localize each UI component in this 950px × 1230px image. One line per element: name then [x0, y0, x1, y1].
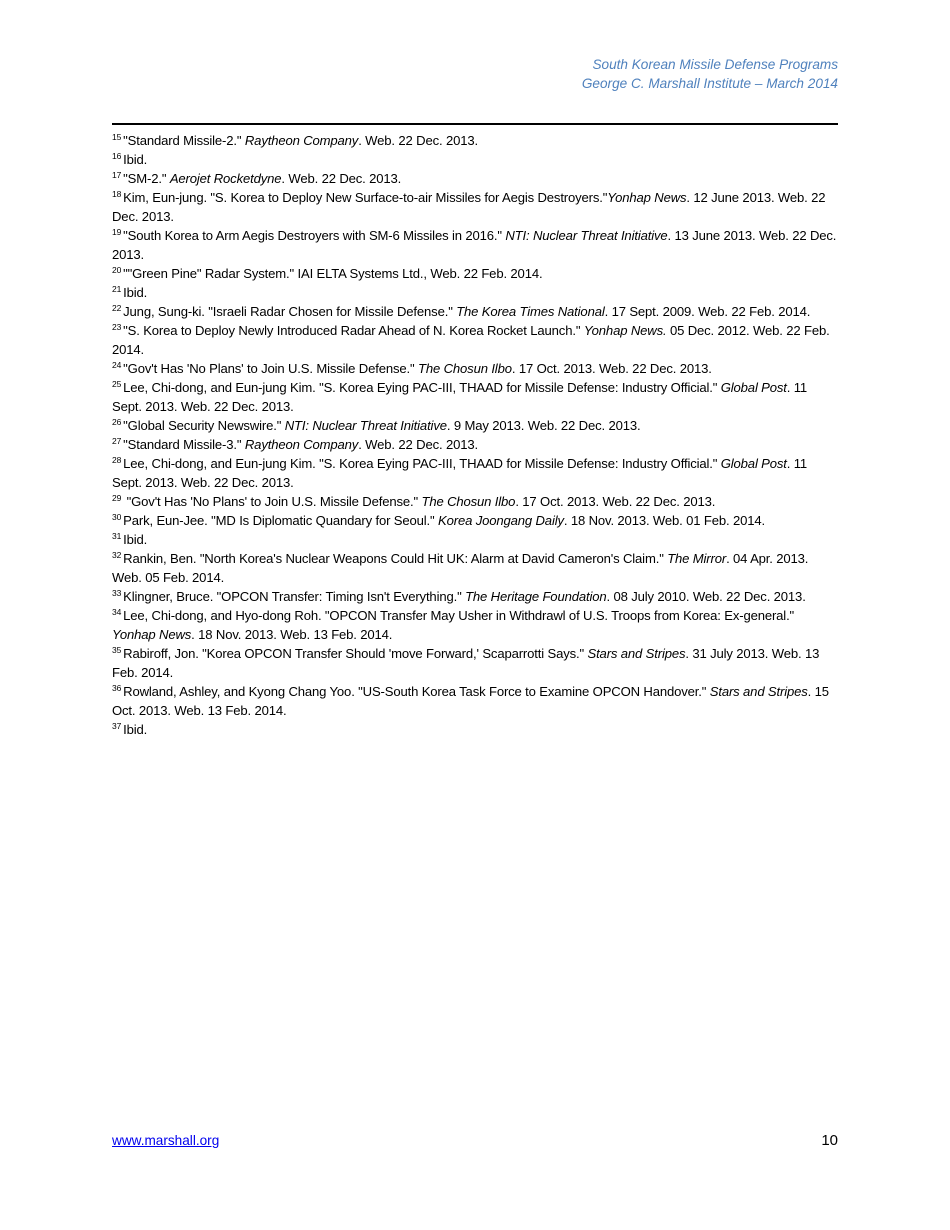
- footnote: [112, 511, 840, 530]
- footnote-number: 36: [112, 683, 122, 693]
- footnote-number: 29: [112, 493, 122, 503]
- footnote-text: "S. Korea to Deploy Newly Introduced Radar Ahead of N. Korea Rocket Launch.": [123, 323, 584, 338]
- source-title: Stars and Stripes: [587, 646, 686, 661]
- footnote-text: . 11 Sept. 2013. Web. 22 Dec. 2013.: [112, 456, 808, 490]
- footnote-number: 30: [112, 512, 122, 522]
- footnote-text: . Web. 22 Dec. 2013.: [281, 171, 402, 186]
- source-title: Raytheon Company: [244, 437, 359, 452]
- footnote-text: . Web. 22 Dec. 2013.: [358, 437, 478, 452]
- source-title: The Mirror: [667, 551, 727, 566]
- footnote-text: Ibid.: [123, 152, 148, 167]
- footnote-text: Rowland, Ashley, and Kyong Chang Yoo. "US-South Korea Task Force to Examine OPCON Handover.": [123, 684, 710, 699]
- footnote-text: . 08 July 2010. Web. 22 Dec. 2013.: [606, 589, 806, 604]
- footnote: [112, 359, 840, 378]
- footnote-separator: [112, 123, 838, 125]
- footnote: [112, 226, 840, 264]
- footnote: [112, 492, 840, 511]
- footnote: [112, 454, 840, 492]
- footnote-text: 05 Dec. 2012. Web. 22 Feb. 2014.: [112, 323, 830, 357]
- footnote-number: 15: [112, 132, 122, 142]
- footnote-text: . 9 May 2013. Web. 22 Dec. 2013.: [446, 418, 641, 433]
- footnote-text: "Standard Missile-2.": [123, 133, 245, 148]
- footnote-text: . Web. 22 Dec. 2013.: [358, 133, 478, 148]
- footnote-number: 31: [112, 531, 122, 541]
- footnote-number: 19: [112, 227, 122, 237]
- website-link[interactable]: www.marshall.org: [112, 1133, 220, 1148]
- footnote-text: Ibid.: [123, 532, 148, 547]
- footnote-text: "Global Security Newswire.": [123, 418, 285, 433]
- footnote: [112, 131, 840, 150]
- footnote-text: Lee, Chi-dong, and Hyo-dong Roh. "OPCON Transfer May Usher in Withdrawl of U.S. Troops from Korea: Ex-general.": [123, 608, 795, 623]
- footnote-text: Kim, Eun-jung. "S. Korea to Deploy New Surface-to-air Missiles for Aegis Destroyers.": [123, 190, 608, 205]
- footnote-text: . 17 Sept. 2009. Web. 22 Feb. 2014.: [604, 304, 811, 319]
- footnote: [112, 435, 840, 454]
- footnote-text: Ibid.: [123, 285, 148, 300]
- source-title: Korea Joongang Daily: [438, 513, 564, 528]
- footnote-number: 25: [112, 379, 122, 389]
- footnote-text: . 12 June 2013. Web. 22 Dec. 2013.: [112, 190, 826, 224]
- footnote-number: 26: [112, 417, 122, 427]
- footnote-text: Ibid.: [123, 722, 148, 737]
- footnote: [112, 549, 840, 587]
- footnote-number: 35: [112, 645, 122, 655]
- source-title: Yonhap News.: [583, 323, 667, 338]
- footnote-number: 24: [112, 360, 122, 370]
- footnote-text: "Standard Missile-3.": [123, 437, 245, 452]
- footnote-text: Jung, Sung-ki. "Israeli Radar Chosen for Missile Defense.": [123, 304, 457, 319]
- footnote: [112, 283, 840, 302]
- footnote: [112, 682, 840, 720]
- footnote: [112, 720, 840, 739]
- footnote-number: 33: [112, 588, 122, 598]
- footnote-text: . 11 Sept. 2013. Web. 22 Dec. 2013.: [112, 380, 808, 414]
- footnote-text: Lee, Chi-dong, and Eun-jung Kim. "S. Korea Eying PAC-III, THAAD for Missile Defense: Industry Official.": [123, 456, 721, 471]
- running-header: [582, 55, 838, 93]
- footnote-number: 34: [112, 607, 122, 617]
- footnote: [112, 169, 840, 188]
- footnote-text: . 18 Nov. 2013. Web. 01 Feb. 2014.: [563, 513, 765, 528]
- source-title: The Heritage Foundation: [465, 589, 607, 604]
- footnote: [112, 378, 840, 416]
- footnote: [112, 302, 840, 321]
- header-subtitle: George C. Marshall Institute – March 2014: [581, 76, 838, 91]
- footnote-text: . 31 July 2013. Web. 13 Feb. 2014.: [112, 646, 820, 680]
- footnote-text: . 17 Oct. 2013. Web. 22 Dec. 2013.: [511, 361, 712, 376]
- footnote-number: 27: [112, 436, 122, 446]
- source-title: Global Post: [720, 456, 787, 471]
- footnote-number: 32: [112, 550, 122, 560]
- footnote-text: Rabiroff, Jon. "Korea OPCON Transfer Should 'move Forward,' Scaparrotti Says.": [123, 646, 588, 661]
- footnote-text: . 17 Oct. 2013. Web. 22 Dec. 2013.: [515, 494, 716, 509]
- footnote-number: 37: [112, 721, 122, 731]
- footnote: [112, 188, 840, 226]
- footnote-number: 18: [112, 189, 122, 199]
- source-title: Aerojet Rocketdyne: [169, 171, 282, 186]
- footnote-text: Park, Eun-Jee. "MD Is Diplomatic Quandary for Seoul.": [123, 513, 439, 528]
- footnote-text: "South Korea to Arm Aegis Destroyers with SM-6 Missiles in 2016.": [123, 228, 506, 243]
- page-number: 10: [821, 1132, 838, 1149]
- source-title: Yonhap News: [607, 190, 687, 205]
- footnote-text: "Gov't Has 'No Plans' to Join U.S. Missile Defense.": [123, 361, 418, 376]
- footnote-number: 28: [112, 455, 122, 465]
- footnote-text: "Gov't Has 'No Plans' to Join U.S. Missile Defense.": [123, 494, 422, 509]
- source-title: NTI: Nuclear Threat Initiative: [284, 418, 447, 433]
- source-title: Raytheon Company: [244, 133, 359, 148]
- source-title: NTI: Nuclear Threat Initiative: [505, 228, 668, 243]
- footnote: [112, 321, 840, 359]
- footnote-number: 16: [112, 151, 122, 161]
- header-title: South Korean Missile Defense Programs: [592, 57, 838, 72]
- footnote-number: 20: [112, 265, 122, 275]
- footnote-text: . 18 Nov. 2013. Web. 13 Feb. 2014.: [191, 627, 393, 642]
- footnote-number: 21: [112, 284, 122, 294]
- footnote-text: . 15 Oct. 2013. Web. 13 Feb. 2014.: [112, 684, 829, 718]
- footnote-number: 22: [112, 303, 122, 313]
- footnote-text: "SM-2.": [123, 171, 170, 186]
- footnote: [112, 606, 840, 644]
- footnote: [112, 264, 840, 283]
- footnote-text: Lee, Chi-dong, and Eun-jung Kim. "S. Korea Eying PAC-III, THAAD for Missile Defense: Industry Official.": [123, 380, 721, 395]
- source-title: Stars and Stripes: [709, 684, 808, 699]
- footnote-text: Klingner, Bruce. "OPCON Transfer: Timing Isn't Everything.": [123, 589, 466, 604]
- footnote: [112, 150, 840, 169]
- footnote-text: ""Green Pine" Radar System." IAI ELTA Systems Ltd., Web. 22 Feb. 2014.: [123, 266, 543, 281]
- footnote: [112, 644, 840, 682]
- footnote-list: [112, 131, 840, 739]
- footnote: [112, 416, 840, 435]
- source-title: Global Post: [720, 380, 787, 395]
- footnote-number: 17: [112, 170, 122, 180]
- footnote-text: Rankin, Ben. "North Korea's Nuclear Weapons Could Hit UK: Alarm at David Cameron's Claim.": [123, 551, 668, 566]
- footnote: [112, 530, 840, 549]
- source-title: Yonhap News: [112, 627, 192, 642]
- source-title: The Korea Times National: [456, 304, 605, 319]
- footnote-text: . 04 Apr. 2013. Web. 05 Feb. 2014.: [112, 551, 809, 585]
- source-title: The Chosun Ilbo: [418, 361, 512, 376]
- footnote: [112, 587, 840, 606]
- source-title: The Chosun Ilbo: [421, 494, 516, 509]
- footnote-number: 23: [112, 322, 122, 332]
- footnote-text: . 13 June 2013. Web. 22 Dec. 2013.: [112, 228, 837, 262]
